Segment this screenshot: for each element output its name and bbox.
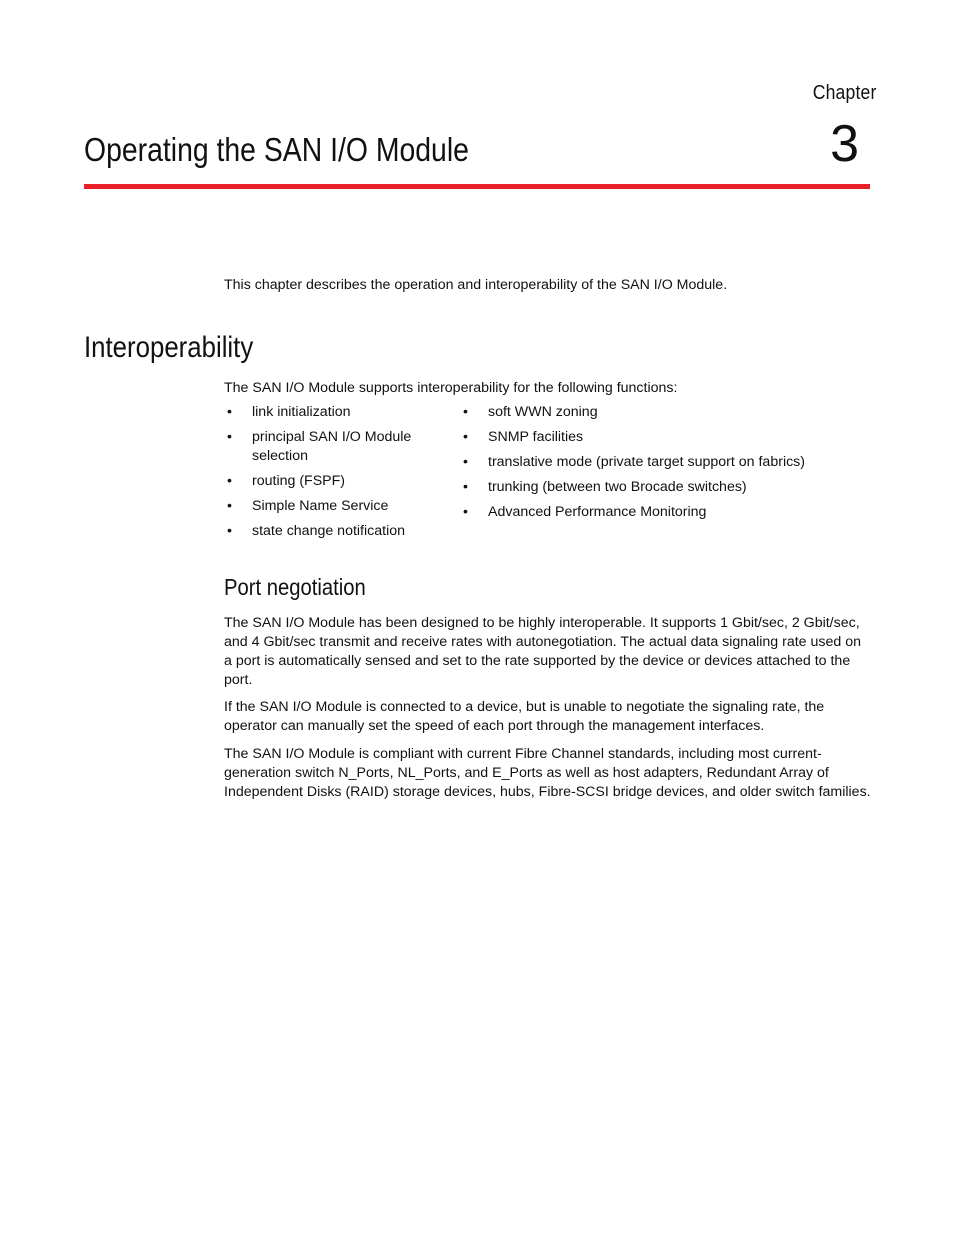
bullet-icon: • [227, 498, 232, 514]
bullet-icon: • [463, 479, 468, 495]
chapter-label: Chapter [813, 82, 877, 104]
bullet-icon: • [227, 404, 232, 420]
interoperability-list-right [460, 403, 860, 528]
section-heading-interoperability: Interoperability [84, 331, 254, 364]
interoperability-list-left [224, 403, 434, 547]
bullet-icon: • [227, 429, 232, 445]
list-item-text: Simple Name Service [252, 498, 389, 514]
list-item [460, 503, 860, 522]
subsection-heading-port-negotiation: Port negotiation [224, 574, 366, 600]
list-item [224, 522, 434, 541]
bullet-icon: • [463, 504, 468, 520]
interoperability-lead: The SAN I/O Module supports interoperability for the following functions: [224, 380, 678, 396]
bullet-icon: • [463, 429, 468, 445]
list-item [460, 478, 860, 497]
list-item [224, 472, 434, 491]
list-item-text: soft WWN zoning [488, 404, 598, 420]
list-item [460, 428, 860, 447]
port-negotiation-paragraph-3: The SAN I/O Module is compliant with current Fibre Channel standards, including most current-generation switch N_Ports, NL_Ports, and E_Ports as well as host adapters, Redundant Array of Independent Disks (RAID) storage devices, hubs, Fibre-SCSI bridge devices, and older switch families. [224, 746, 871, 800]
list-item-text: link initialization [252, 404, 351, 420]
chapter-title: Operating the SAN I/O Module [84, 131, 469, 168]
bullet-icon: • [227, 523, 232, 539]
port-negotiation-paragraph-2: If the SAN I/O Module is connected to a device, but is unable to negotiate the signaling rate, the operator can manually set the speed of each port through the management interfaces. [224, 699, 825, 734]
list-item-text: SNMP facilities [488, 429, 584, 445]
list-item-text: routing (FSPF) [252, 473, 346, 489]
list-item [224, 428, 434, 466]
port-negotiation-paragraph-1: The SAN I/O Module has been designed to be highly interoperable. It supports 1 Gbit/sec, 2 Gbit/sec, and 4 Gbit/sec transmit and receive rates with autonegotiation. The actual data signaling rate used on a port is automatically sensed and set to the rate supported by the device or devices attached to the port. [224, 615, 861, 688]
list-item-text: translative mode (private target support on fabrics) [488, 454, 806, 470]
chapter-title-rule [84, 184, 870, 189]
list-item [224, 497, 434, 516]
list-item-text: state change notification [252, 523, 406, 539]
list-item-text: principal SAN I/O Module selection [252, 429, 412, 464]
chapter-intro: This chapter describes the operation and interoperability of the SAN I/O Module. [224, 277, 728, 293]
list-item-text: Advanced Performance Monitoring [488, 504, 707, 520]
list-item-text: trunking (between two Brocade switches) [488, 479, 747, 495]
bullet-icon: • [463, 404, 468, 420]
list-item [460, 403, 860, 422]
bullet-icon: • [463, 454, 468, 470]
bullet-icon: • [227, 473, 232, 489]
chapter-number: 3 [830, 115, 859, 173]
list-item [460, 453, 860, 472]
list-item [224, 403, 434, 422]
